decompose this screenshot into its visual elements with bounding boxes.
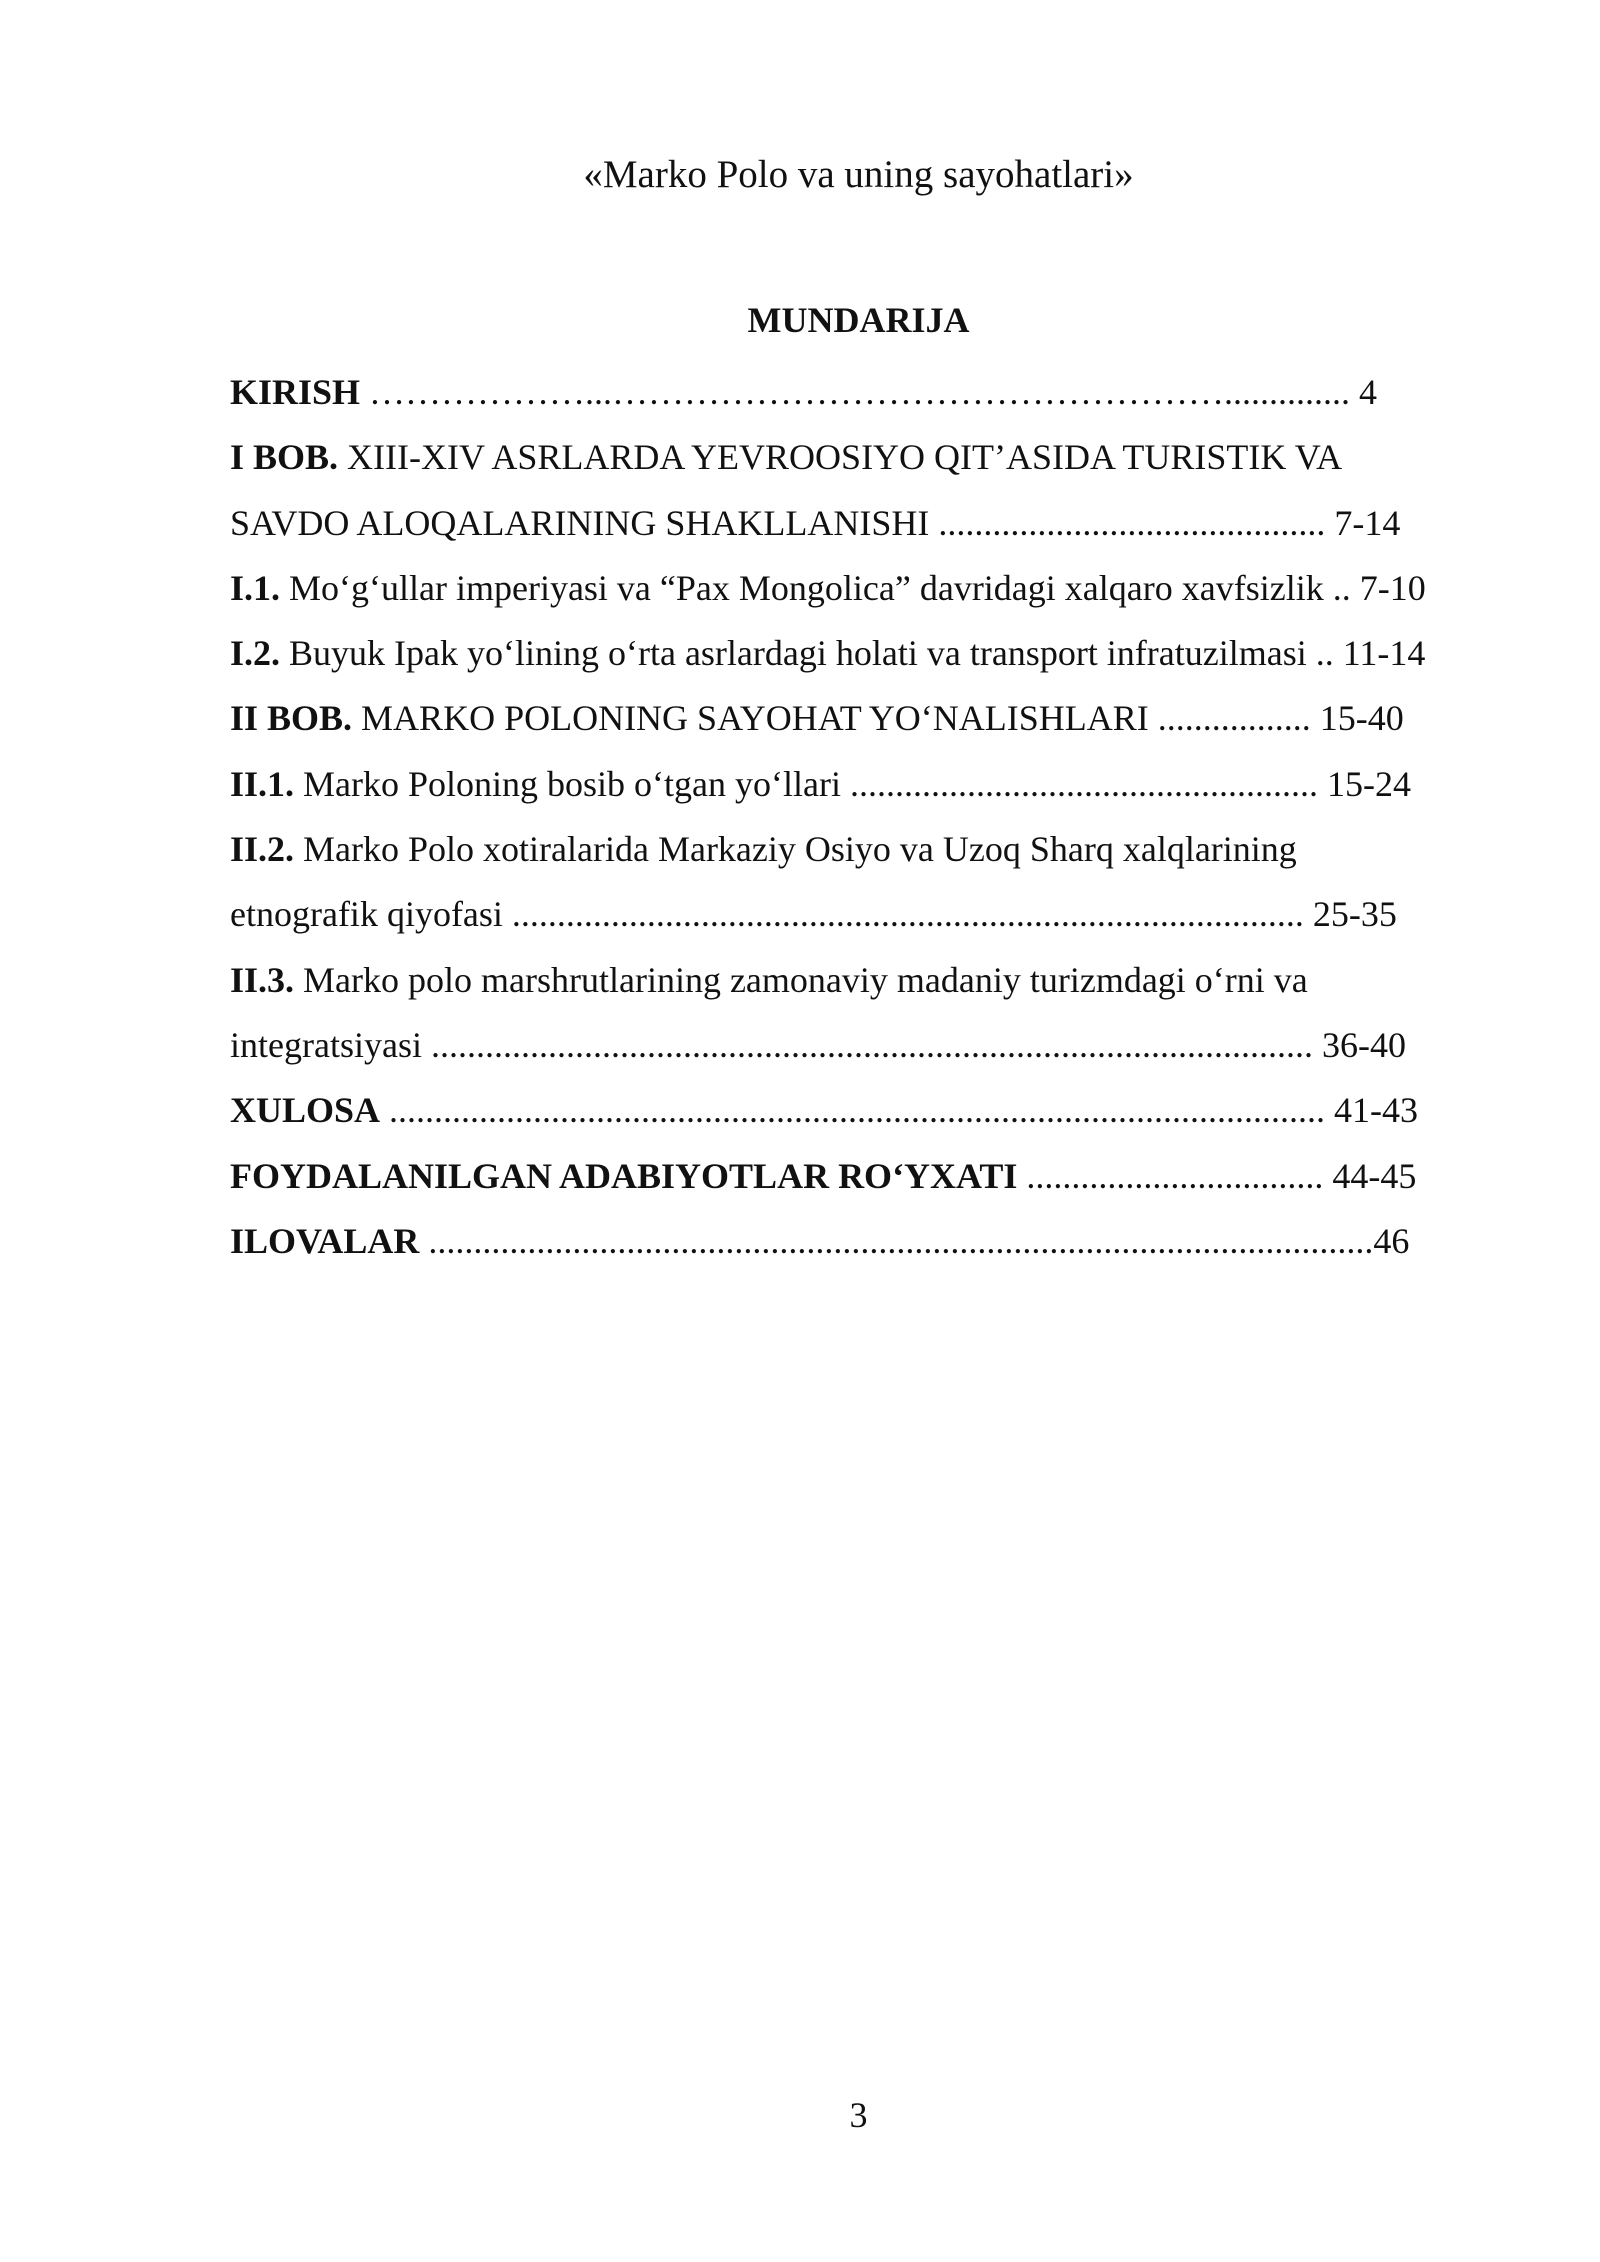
toc-entry-text: .........................................................................................................46 (419, 1220, 1410, 1261)
toc-entry-number: II.1. (230, 763, 295, 804)
toc-entry-text: ………………...…………………………………………….............. 4 (360, 372, 1378, 412)
toc-entry-number: II.2. (230, 829, 295, 870)
toc-entry (230, 1078, 1490, 1143)
toc-entry-text: ................................. 44-45 (1017, 1155, 1417, 1196)
toc-entry (230, 556, 1490, 621)
toc-entry-text: Marko polo marshrutlarining zamonaviy madaniy turizmdagi o‘rni va (294, 959, 1308, 1000)
toc-entry-text: MARKO POLONING SAYOHAT YO‘NALISHLARI ................. 15-40 (352, 698, 1404, 739)
toc-entry-text: Marko Poloning bosib o‘tgan yo‘llari .................................................... 15-24 (294, 763, 1411, 804)
document-title: «Marko Polo va uning sayohatlari» (583, 153, 1134, 196)
toc-entry (230, 425, 1490, 556)
toc-line (230, 556, 1490, 621)
toc-line (230, 360, 1490, 425)
toc-entry (230, 621, 1490, 686)
toc-entry-number: I.1. (230, 567, 281, 608)
toc-line (230, 882, 1490, 947)
toc-heading: MUNDARIJA (747, 300, 970, 340)
toc-entry-text: Mo‘g‘ullar imperiyasi va “Pax Mongolica” davridagi xalqaro xavfsizlik .. 7-10 (280, 567, 1426, 608)
toc-entry-text: integratsiyasi .................................................................................................. 36-40 (230, 1024, 1406, 1065)
toc-entry (230, 948, 1490, 1079)
toc-line (230, 948, 1490, 1013)
toc-entry-number: II.3. (230, 959, 295, 1000)
toc-entry (230, 1144, 1490, 1209)
toc-entry (230, 1209, 1490, 1274)
toc-entry (230, 360, 1490, 425)
table-of-contents (230, 360, 1490, 1274)
toc-entry (230, 752, 1490, 817)
toc-entry-number: FOYDALANILGAN ADABIYOTLAR RO‘YXATI (230, 1155, 1018, 1196)
toc-line (230, 817, 1490, 882)
toc-line (230, 1144, 1490, 1209)
toc-entry (230, 686, 1490, 751)
toc-entry-number: KIRISH (230, 372, 361, 412)
toc-line (230, 1078, 1490, 1143)
toc-entry (230, 817, 1490, 948)
toc-entry-number: II BOB. (230, 698, 353, 739)
toc-entry-text: ........................................................................................................ 41-43 (380, 1090, 1419, 1131)
toc-entry-number: I.2. (230, 633, 281, 674)
toc-line (230, 1013, 1490, 1078)
toc-line (230, 621, 1490, 686)
toc-entry-number: ILOVALAR (230, 1220, 420, 1261)
toc-entry-number: I BOB. (230, 437, 339, 478)
toc-line (230, 752, 1490, 817)
toc-entry-text: etnografik qiyofasi ........................................................................................ 25-35 (230, 894, 1397, 935)
toc-entry-number: XULOSA (230, 1090, 381, 1131)
toc-entry-text: Marko Polo xotiralarida Markaziy Osiyo va Uzoq Sharq xalqlarining (294, 829, 1297, 870)
toc-entry-text: SAVDO ALOQALARINING SHAKLLANISHI ........................................... 7-14 (230, 502, 1401, 543)
toc-entry-text: Buyuk Ipak yo‘lining o‘rta asrlardagi holati va transport infratuzilmasi .. 11-14 (280, 633, 1426, 674)
toc-entry-text: XIII-XIV ASRLARDA YEVROOSIYO QIT’ASIDA TURISTIK VA (338, 437, 1343, 478)
toc-line (230, 425, 1490, 490)
toc-line (230, 1209, 1490, 1274)
page-number: 3 (849, 2095, 868, 2135)
toc-line (230, 686, 1490, 751)
toc-line (230, 491, 1490, 556)
